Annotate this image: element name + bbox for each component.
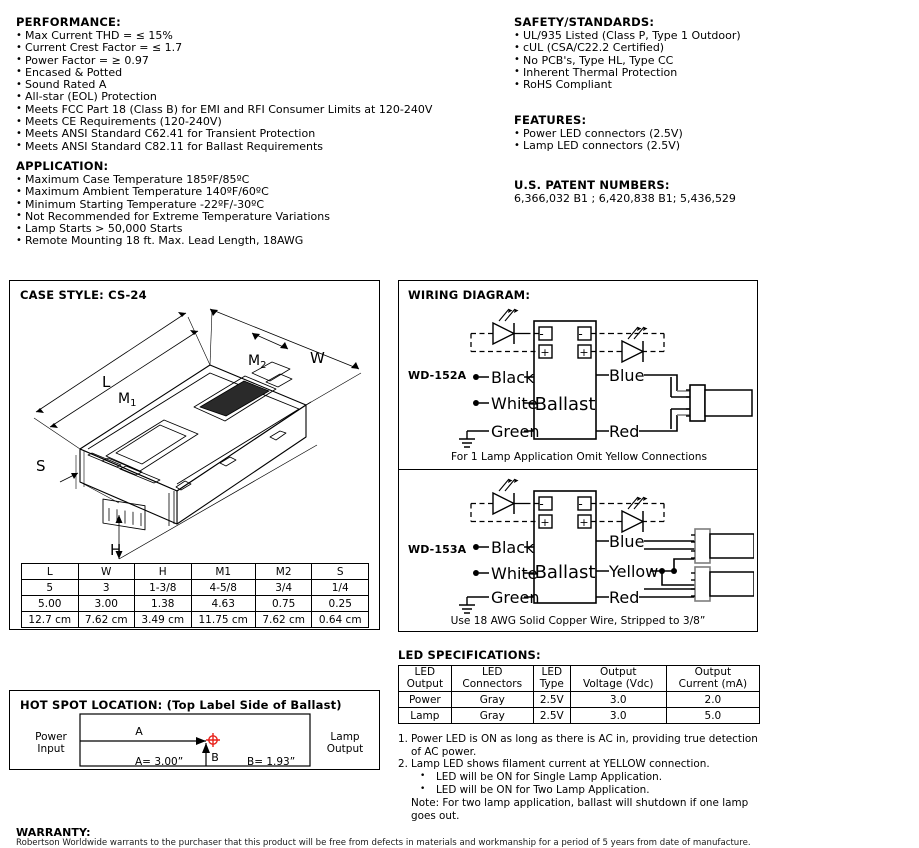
svg-text:-: - (539, 497, 544, 511)
lamp-output-line2: Output (326, 743, 364, 755)
ballast-body-label: Ballast (534, 562, 596, 583)
wire-label-blue: Blue (609, 532, 645, 551)
table-cell: Lamp (399, 708, 452, 724)
list-item: • Max Current THD = ≤ 15% (16, 30, 436, 42)
wire-label-green: Green (491, 588, 540, 607)
col-header: S (312, 564, 369, 580)
performance-section (16, 16, 436, 153)
col-header: M2 (255, 564, 312, 580)
warranty-heading: WARRANTY: (16, 826, 91, 839)
table-cell: Gray (451, 708, 533, 724)
table-row (399, 708, 760, 724)
svg-text:-: - (578, 497, 583, 511)
col-header: LED Connectors (451, 666, 533, 692)
table-cell: 4-5/8 (191, 580, 255, 596)
list-item: • Not Recommended for Extreme Temperature Variations (16, 211, 436, 223)
table-cell: Gray (451, 692, 533, 708)
list-item: • Inherent Thermal Protection (514, 67, 904, 79)
led-specifications-section (398, 648, 760, 822)
hot-spot-lamp-output-label (316, 731, 374, 755)
terminal-minus-right: - (578, 327, 583, 341)
wire-label-black: Black (491, 368, 535, 387)
ballast-body-label: Ballast (534, 394, 596, 415)
note-number: 2. (398, 758, 408, 771)
table-cell: 3.49 cm (135, 612, 192, 628)
table-cell: 12.7 cm (22, 612, 79, 628)
dim-label-S: S (36, 457, 46, 475)
safety-standards-section (514, 16, 904, 91)
hot-spot-dim-a-label: A (135, 725, 143, 738)
terminal-plus-right: + (579, 346, 589, 359)
hot-spot-title: HOT SPOT LOCATION: (Top Label Side of Ballast) (20, 698, 342, 712)
wd-153a-caption: Use 18 AWG Solid Copper Wire, Stripped to 3/8” (450, 615, 706, 627)
table-cell: Power (399, 692, 452, 708)
wiring-divider (399, 469, 757, 470)
col-header: LED Output (399, 666, 452, 692)
wiring-diagram-title: WIRING DIAGRAM: (408, 288, 531, 302)
dim-label-W: W (310, 349, 325, 367)
wire-label-white: White (491, 394, 538, 413)
application-list (16, 174, 436, 248)
list-item: • No PCB's, Type HL, Type CC (514, 55, 904, 67)
list-item: • Meets CE Requirements (120-240V) (16, 116, 436, 128)
wd-153a-model-label: WD-153A (408, 543, 467, 556)
svg-text:+: + (579, 516, 589, 529)
features-section (514, 114, 904, 153)
wire-label-green: Green (491, 422, 540, 441)
led-spec-title: LED SPECIFICATIONS: (398, 648, 541, 662)
table-row (399, 692, 760, 708)
note-item (398, 758, 760, 771)
list-item: • cUL (CSA/C22.2 Certified) (514, 42, 904, 54)
patent-numbers: 6,366,032 B1 ; 6,420,838 B1; 5,436,529 (514, 192, 736, 205)
table-cell: 3.0 (570, 708, 666, 724)
features-heading: FEATURES: (514, 113, 587, 127)
list-item: • Encased & Potted (16, 67, 436, 79)
list-item: • Meets FCC Part 18 (Class B) for EMI and RFI Consumer Limits at 120-240V (16, 104, 436, 116)
application-section (16, 160, 436, 248)
note-text: Lamp LED shows filament current at YELLOW connection. (411, 758, 710, 771)
col-header: Output Voltage (Vdc) (570, 666, 666, 692)
power-input-line1: Power (35, 731, 67, 743)
list-item: • Sound Rated A (16, 79, 436, 91)
performance-heading: PERFORMANCE: (16, 15, 121, 29)
table-header-row (22, 564, 369, 580)
case-style-panel (9, 280, 380, 630)
table-cell: 5.00 (22, 596, 79, 612)
table-cell: 2.5V (533, 708, 570, 724)
table-cell: 5 (22, 580, 79, 596)
table-cell: 5.0 (666, 708, 759, 724)
list-item: • Meets ANSI Standard C82.11 for Ballast Requirements (16, 141, 436, 153)
wd-153a-schematic (459, 477, 754, 617)
table-cell: 7.62 cm (255, 612, 312, 628)
dim-label-M1: $M_1$ (118, 391, 137, 409)
note-sub-item: • LED will be ON for Single Lamp Application. (398, 771, 760, 784)
table-cell: 4.63 (191, 596, 255, 612)
wd-152a-model-label: WD-152A (408, 369, 467, 382)
table-cell: 3.0 (570, 692, 666, 708)
note-text: Power LED is ON as long as there is AC in, providing true detection of AC power. (411, 733, 758, 758)
svg-text:+: + (540, 516, 550, 529)
table-cell: 0.25 (312, 596, 369, 612)
table-cell: 0.64 cm (312, 612, 369, 628)
col-header: LED Type (533, 666, 570, 692)
col-header: L (22, 564, 79, 580)
table-row (22, 612, 369, 628)
led-specifications-table (398, 665, 760, 724)
patents-section (514, 179, 904, 205)
note-number: 1. (398, 733, 408, 745)
table-row (22, 596, 369, 612)
case-style-title: CASE STYLE: CS-24 (20, 288, 147, 302)
table-cell: 1/4 (312, 580, 369, 596)
table-cell: 11.75 cm (191, 612, 255, 628)
list-item: • Lamp LED connectors (2.5V) (514, 140, 904, 152)
safety-heading: SAFETY/STANDARDS: (514, 15, 655, 29)
power-input-line2: Input (37, 743, 65, 755)
list-item: • UL/935 Listed (Class P, Type 1 Outdoor) (514, 30, 904, 42)
note-item (398, 733, 760, 758)
warranty-section (16, 826, 906, 848)
safety-list (514, 30, 904, 91)
list-item: • Maximum Ambient Temperature 140ºF/60ºC (16, 186, 436, 198)
list-item: • Power Factor = ≥ 0.97 (16, 55, 436, 67)
ballast-isometric-drawing (14, 303, 377, 565)
col-header: W (78, 564, 135, 580)
table-cell: 0.75 (255, 596, 312, 612)
list-item: • Lamp Starts > 50,000 Starts (16, 223, 436, 235)
note-final: Note: For two lamp application, ballast will shutdown if one lamp goes out. (411, 797, 749, 822)
table-cell: 2.5V (533, 692, 570, 708)
list-item: • Minimum Starting Temperature -22ºF/-30ºC (16, 199, 436, 211)
table-cell: 3/4 (255, 580, 312, 596)
wire-label-black: Black (491, 538, 535, 557)
performance-list (16, 30, 436, 153)
wire-label-red: Red (609, 422, 640, 441)
table-cell: 3 (78, 580, 135, 596)
dimensions-table (21, 563, 369, 628)
hot-spot-b-value: B= 1.93” (247, 756, 296, 768)
hot-spot-dim-b-label: B (211, 751, 219, 764)
list-item: • Power LED connectors (2.5V) (514, 128, 904, 140)
warranty-body: Robertson Worldwide warrants to the purchaser that this product will be free from defects in materials and workmanship for a period of 5 years from date of manufacture. (16, 838, 751, 848)
table-row (22, 580, 369, 596)
dimensions-table-wrap (21, 563, 369, 628)
patents-heading: U.S. PATENT NUMBERS: (514, 178, 670, 192)
hot-spot-power-input-label (24, 731, 78, 755)
features-list (514, 128, 904, 153)
led-notes (398, 733, 760, 822)
table-cell: 2.0 (666, 692, 759, 708)
wiring-diagram-panel (398, 280, 758, 632)
list-item: • Meets ANSI Standard C62.41 for Transient Protection (16, 128, 436, 140)
lamp-output-line1: Lamp (330, 731, 360, 743)
col-header: Output Current (mA) (666, 666, 759, 692)
wire-label-red: Red (609, 588, 640, 607)
terminal-plus-left: + (540, 346, 550, 359)
wd-152a-schematic (459, 305, 754, 453)
list-item: • RoHS Compliant (514, 79, 904, 91)
wire-label-yellow: Yellow (609, 562, 659, 581)
dim-label-M2: $M_2$ (248, 353, 267, 371)
dim-label-L: L (102, 373, 111, 391)
list-item: • All-star (EOL) Protection (16, 91, 436, 103)
table-cell: 1-3/8 (135, 580, 192, 596)
table-header-row (399, 666, 760, 692)
list-item: • Maximum Case Temperature 185ºF/85ºC (16, 174, 436, 186)
note-sub-item: • LED will be ON for Two Lamp Application. (398, 784, 760, 797)
col-header: M1 (191, 564, 255, 580)
list-item: • Current Crest Factor = ≤ 1.7 (16, 42, 436, 54)
wire-label-white: White (491, 564, 538, 583)
col-header: H (135, 564, 192, 580)
table-cell: 3.00 (78, 596, 135, 612)
hot-spot-panel (9, 690, 380, 770)
table-cell: 7.62 cm (78, 612, 135, 628)
wire-label-blue: Blue (609, 366, 645, 385)
list-item: • Remote Mounting 18 ft. Max. Lead Length, 18AWG (16, 235, 436, 247)
table-cell: 1.38 (135, 596, 192, 612)
terminal-minus-left: - (539, 327, 544, 341)
dim-label-H: H (110, 541, 122, 559)
hot-spot-a-value: A= 3.00” (135, 756, 184, 768)
application-heading: APPLICATION: (16, 159, 109, 173)
wd-152a-caption: For 1 Lamp Application Omit Yellow Connections (451, 451, 707, 463)
